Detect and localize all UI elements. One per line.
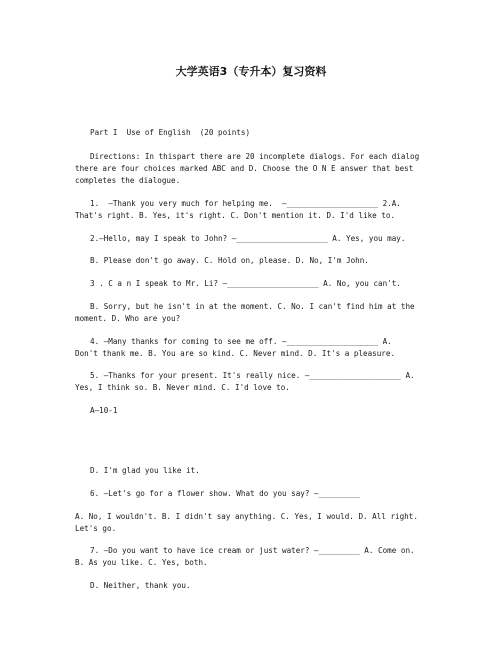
question-5-line-2: Yes, I think so. B. Never mind. C. I'd love to.: [75, 383, 290, 392]
question-3-line-2: B. Sorry, but he isn't in at the moment. C. No. I can't find him at the: [90, 302, 415, 311]
part-heading: Part I Use of English (20 points): [90, 128, 251, 137]
question-3-line-3: moment. D. Who are you?: [75, 314, 181, 323]
question-7-line-1: 7. —Do you want to have ice cream or just water? —_________ A. Come on.: [90, 546, 415, 555]
question-6-line-2: A. No, I wouldn't. B. I didn't say anything. C. Yes, I would. D. All right.: [75, 512, 418, 521]
directions-line-1: Directions: In thispart there are 20 incomplete dialogs. For each dialog: [90, 152, 420, 161]
question-4-line-1: 4. —Many thanks for coming to see me off. —____________________ A.: [90, 337, 392, 346]
question-3-line-1: 3 . C a n I speak to Mr. Li? —____________________ A. No, you can't.: [90, 279, 401, 288]
section-marker: A—10-1: [90, 406, 118, 415]
directions-line-2: there are four choices marked ABC and D. Choose the O N E answer that best: [75, 164, 414, 173]
question-4-line-2: Don't thank me. B. You are so kind. C. Never mind. D. It's a pleasure.: [75, 349, 396, 358]
question-6-line-1: 6. —Let's go for a flower show. What do you say? —_________: [90, 489, 360, 498]
question-5-option-d: D. I'm glad you like it.: [90, 466, 200, 475]
page-title: 大学英语3（专升本）复习资料: [175, 65, 327, 78]
question-2-line-1: 2.—Hello, may I speak to John? —____________________ A. Yes, you may.: [90, 234, 406, 243]
question-7-option-d: D. Neither, thank you.: [90, 581, 191, 590]
question-6-line-3: Let's go.: [75, 524, 117, 533]
directions-line-3: completes the dialogue.: [75, 176, 181, 185]
question-7-line-2: B. As you like. C. Yes, both.: [75, 558, 208, 567]
question-1-line-2: That's right. B. Yes, it's right. C. Don't mention it. D. I'd like to.: [75, 211, 396, 220]
question-5-line-1: 5. —Thanks for your present. It's really nice. —____________________ A.: [90, 371, 415, 380]
question-2-line-2: B. Please don't go away. C. Hold on, please. D. No, I'm John.: [90, 256, 369, 265]
question-1-line-1: 1. —Thank you very much for helping me. —____________________ 2.A.: [90, 199, 401, 208]
